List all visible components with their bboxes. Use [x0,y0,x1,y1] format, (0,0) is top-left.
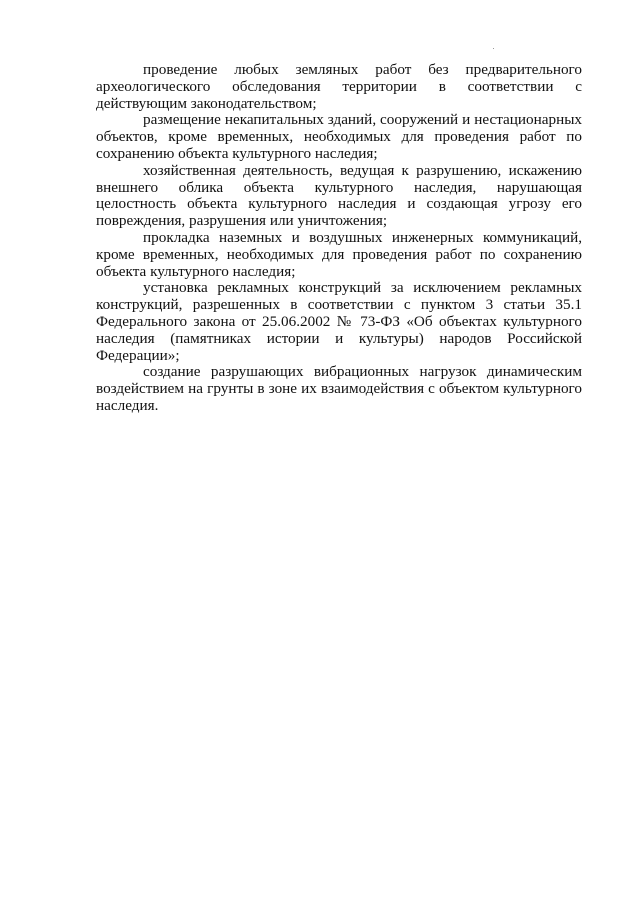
paragraph-temporary-structures: размещение некапитальных зданий, сооружений и нестационарных объектов, кроме временных, необходимых для проведения работ по сохранению объекта культурного наследия; [96,111,582,162]
scan-speck [493,48,494,49]
paragraph-utilities: прокладка наземных и воздушных инженерных коммуникаций, кроме временных, необходимых для проведения работ по сохранению объекта культурного наследия; [96,228,582,280]
document-body [96,62,582,415]
paragraph-vibration-loads: создание разрушающих вибрационных нагрузок динамическим воздействием на грунты в зоне их взаимодействия с объектом культурного наследия. [96,363,582,414]
paragraph-earthworks: проведение любых земляных работ без предварительного археологического обследования территории в соответствии с действующим законодательством; [96,61,582,112]
paragraph-advertising: установка рекламных конструкций за исключением рекламных конструкций, разрешенных в соответствии с пунктом 3 статьи 35.1 Федерального закона от 25.06.2002 № 73-ФЗ «Об объектах культурного наследия (памятниках истории и культуры) народов Российской Федерации»; [96,279,582,364]
paragraph-economic-activity: хозяйственная деятельность, ведущая к разрушению, искажению внешнего облика объекта культурного наследия, нарушающая целостность объекта культурного наследия и создающая угрозу его повреждения, разрушения или уничтожения; [96,161,582,230]
